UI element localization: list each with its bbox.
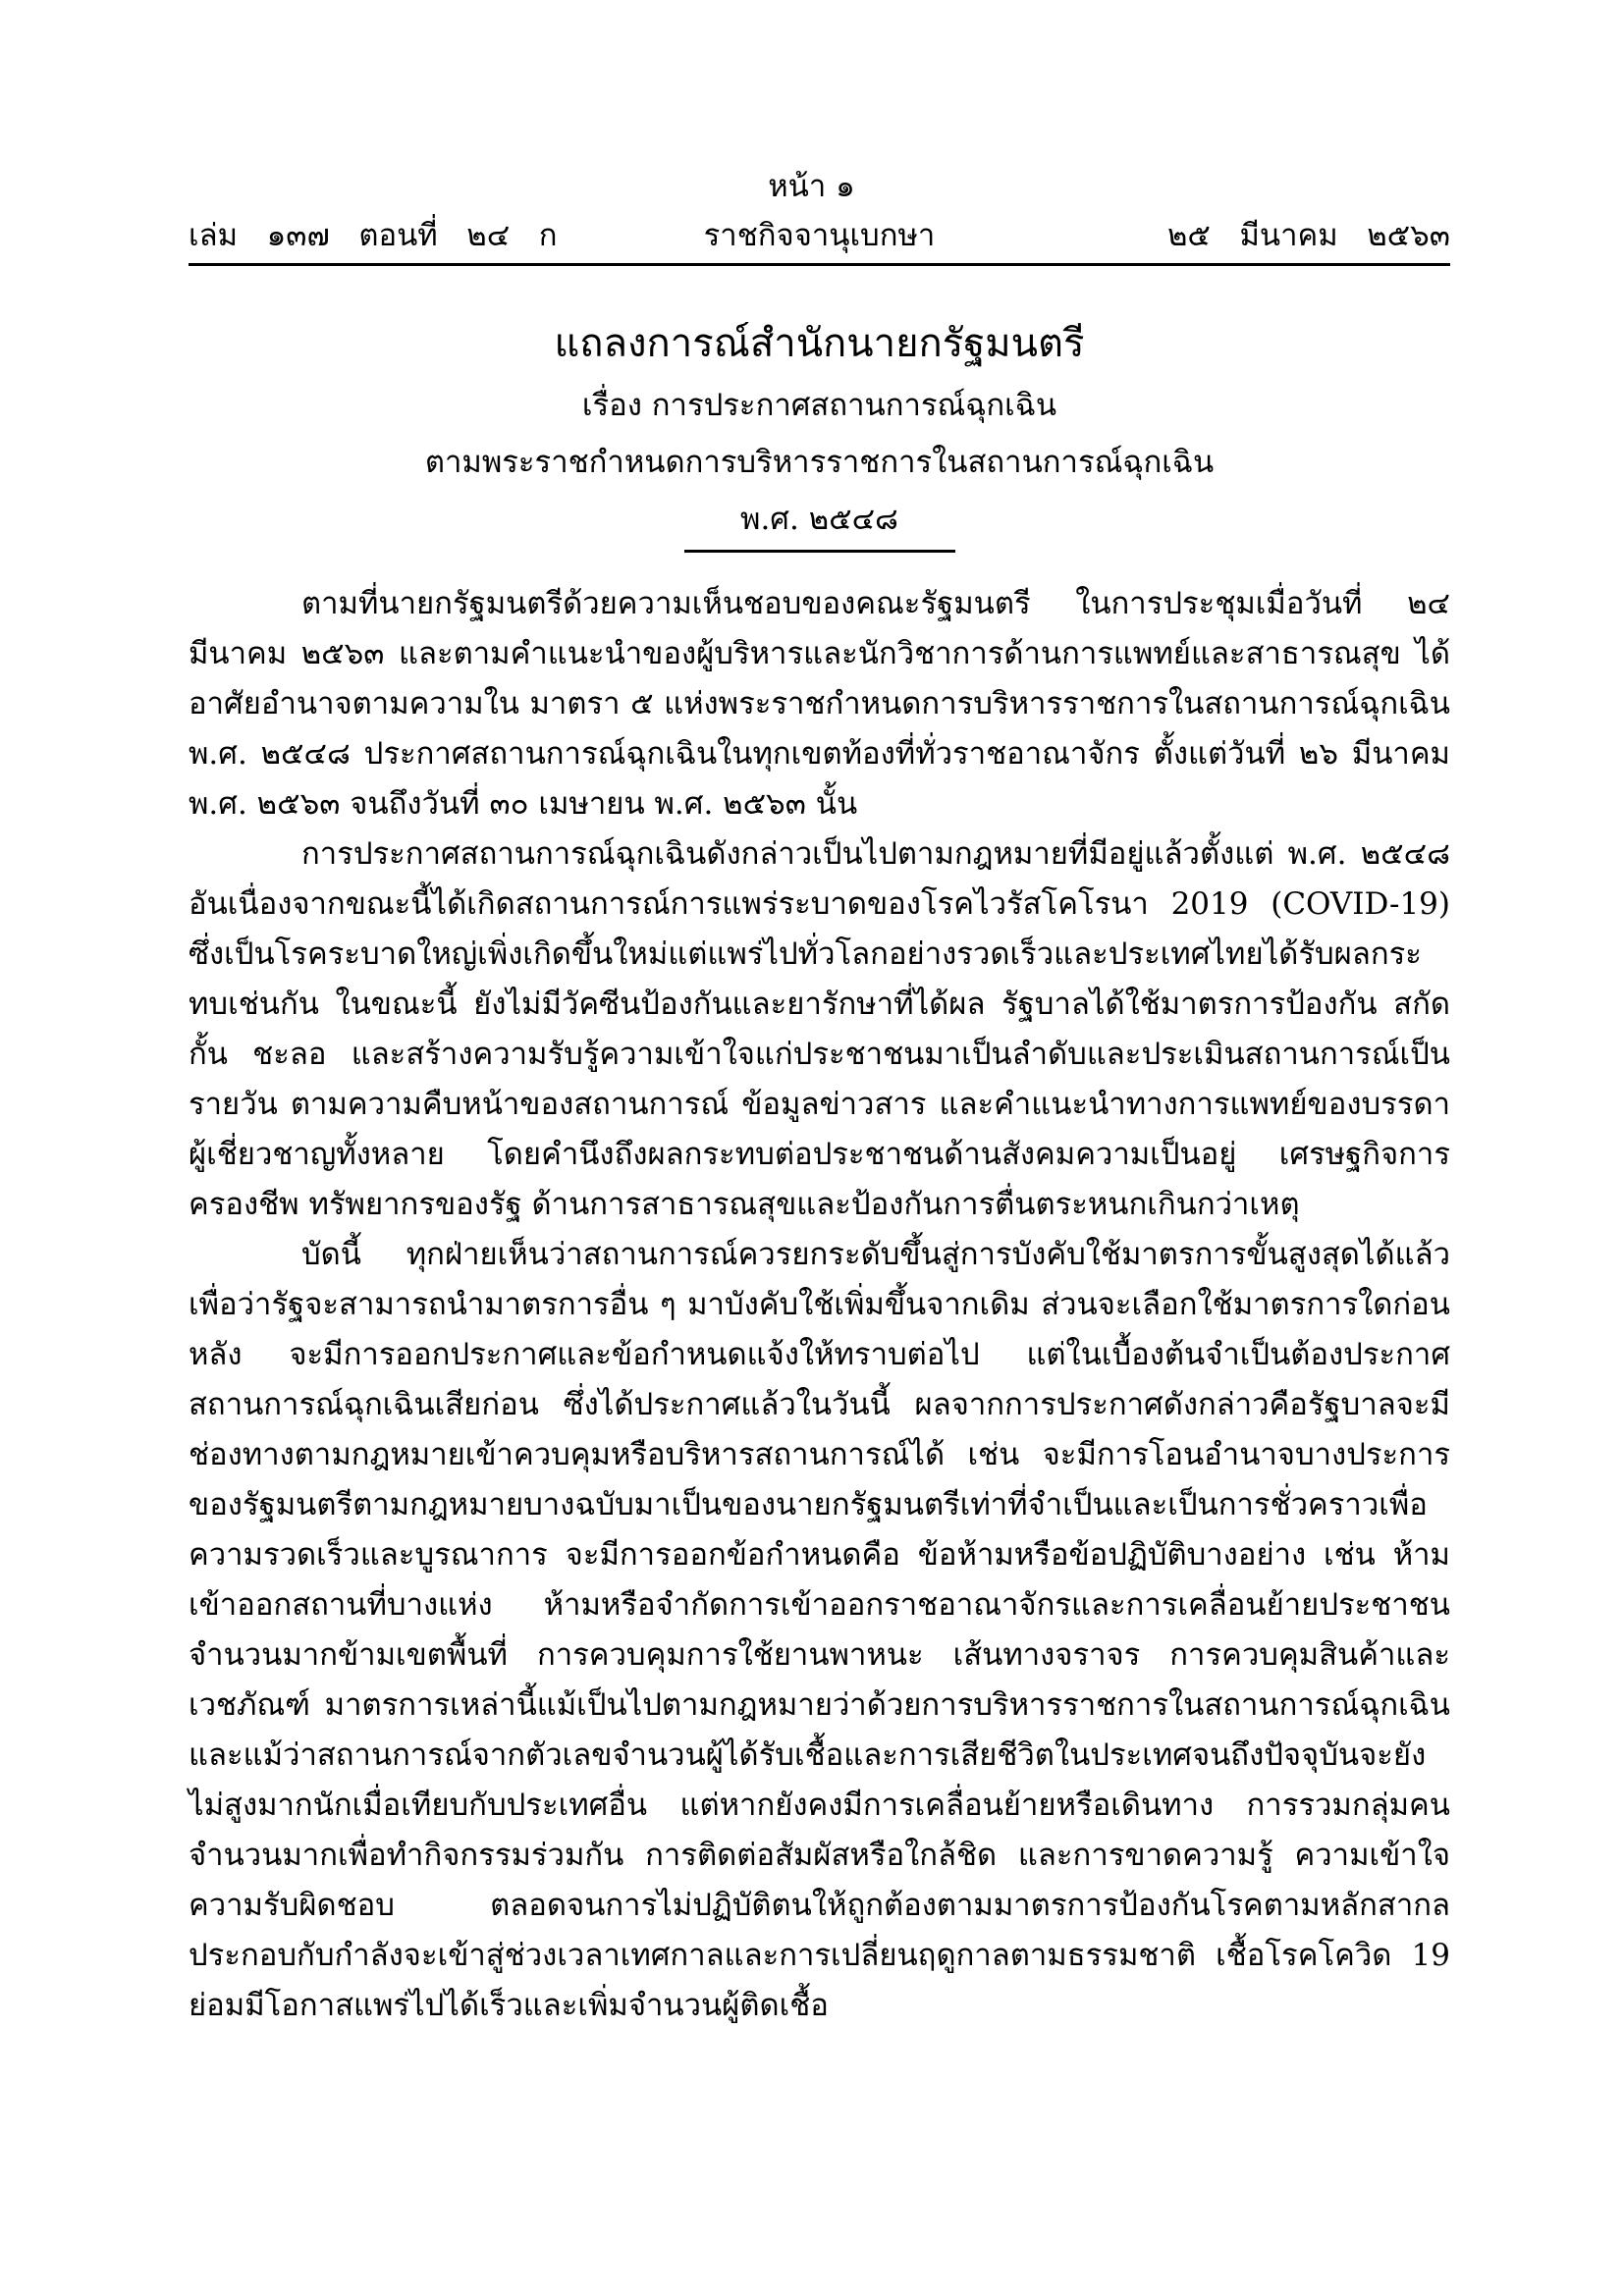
volume-issue: เล่ม ๑๓๗ ตอนที่ ๒๔ ก [189,218,558,253]
document-act: ตามพระราชกำหนดการบริหารราชการในสถานการณ์ฉุกเฉิน [424,445,1215,480]
gazette-name: ราชกิจจานุเบกษา [703,218,936,253]
document-title: แถลงการณ์สำนักนายกรัฐมนตรี [554,321,1085,366]
page-number: หน้า ๑ [768,169,855,204]
gazette-header [189,214,1450,257]
document-body [189,579,1450,2031]
document-year: พ.ศ. ๒๕๔๘ [740,502,898,537]
document-title-block [189,312,1450,548]
paragraph-1: ตามที่นายกรัฐมนตรีด้วยความเห็นชอบของคณะรัฐมนตรี ในการประชุมเมื่อวันที่ ๒๔ มีนาคม ๒๕๖๓ และตามคำแนะนำของผู้บริหารและนักวิชาการด้านการแพทย์และสาธารณสุข ได้อาศัยอำนาจตามความใน มาตรา ๕ แห่งพระราชกำหนดการบริหารราชการในสถานการณ์ฉุกเฉิน พ.ศ. ๒๕๔๘ ประกาศสถานการณ์ฉุกเฉินในทุกเขตท้องที่ทั่วราชอาณาจักร ตั้งแต่วันที่ ๒๖ มีนาคม พ.ศ. ๒๕๖๓ จนถึงวันที่ ๓๐ เมษายน พ.ศ. ๒๕๖๓ นั้น [189,586,1450,822]
paragraph-2: การประกาศสถานการณ์ฉุกเฉินดังกล่าวเป็นไปตามกฎหมายที่มีอยู่แล้วตั้งแต่ พ.ศ. ๒๕๔๘ อันเนื่องจากขณะนี้ได้เกิดสถานการณ์การแพร่ระบาดของโรคไวรัสโคโรนา 2019 (COVID-19) ซึ่งเป็นโรคระบาดใหญ่เพิ่งเกิดขึ้นใหม่แต่แพร่ไปทั่วโลกอย่างรวดเร็วและประเทศไทยได้รับผลกระทบเช่นกัน ในขณะนี้ ยังไม่มีวัคซีนป้องกันและยารักษาที่ได้ผล รัฐบาลได้ใช้มาตรการป้องกัน สกัดกั้น ชะลอ และสร้างความรับรู้ความเข้าใจแก่ประชาชนมาเป็นลำดับและประเมินสถานการณ์เป็นรายวัน ตามความคืบหน้าของสถานการณ์ ข้อมูลข่าวสาร และคำแนะนำทางการแพทย์ของบรรดาผู้เชี่ยวชาญทั้งหลาย โดยคำนึงถึงผลกระทบต่อประชาชนด้านสังคมความเป็นอยู่ เศรษฐกิจการครองชีพ ทรัพยากรของรัฐ ด้านการสาธารณสุขและป้องกันการตื่นตระหนกเกินกว่าเหตุ [189,836,1450,1222]
title-divider [684,550,955,553]
header-divider [189,263,1450,266]
document-subject: เรื่อง การประกาศสถานการณ์ฉุกเฉิน [581,388,1057,423]
paragraph-3: บัดนี้ ทุกฝ่ายเห็นว่าสถานการณ์ควรยกระดับขึ้นสู่การบังคับใช้มาตรการขั้นสูงสุดได้แล้ว เพื่อว่ารัฐจะสามารถนำมาตรการอื่น ๆ มาบังคับใช้เพิ่มขึ้นจากเดิม ส่วนจะเลือกใช้มาตรการใดก่อนหลัง จะมีการออกประกาศและข้อกำหนดแจ้งให้ทราบต่อไป แต่ในเบื้องต้นจำเป็นต้องประกาศสถานการณ์ฉุกเฉินเสียก่อน ซึ่งได้ประกาศแล้วในวันนี้ ผลจากการประกาศดังกล่าวคือรัฐบาลจะมีช่องทางตามกฎหมายเข้าควบคุมหรือบริหารสถานการณ์ได้ เช่น จะมีการโอนอำนาจบางประการของรัฐมนตรีตามกฎหมายบางฉบับมาเป็นของนายกรัฐมนตรีเท่าที่จำเป็นและเป็นการชั่วคราวเพื่อความรวดเร็วและบูรณาการ จะมีการออกข้อกำหนดคือ ข้อห้ามหรือข้อปฏิบัติบางอย่าง เช่น ห้ามเข้าออกสถานที่บางแห่ง ห้ามหรือจำกัดการเข้าออกราชอาณาจักรและการเคลื่อนย้ายประชาชนจำนวนมากข้ามเขตพื้นที่ การควบคุมการใช้ยานพาหนะ เส้นทางจราจร การควบคุมสินค้าและเวชภัณฑ์ มาตรการเหล่านี้แม้เป็นไปตามกฎหมายว่าด้วยการบริหารราชการในสถานการณ์ฉุกเฉิน และแม้ว่าสถานการณ์จากตัวเลขจำนวนผู้ได้รับเชื้อและการเสียชีวิตในประเทศจนถึงปัจจุบันจะยังไม่สูงมากนักเมื่อเทียบกับประเทศอื่น แต่หากยังคงมีการเคลื่อนย้ายหรือเดินทาง การรวมกลุ่มคนจำนวนมากเพื่อทำกิจกรรมร่วมกัน การติดต่อสัมผัสหรือใกล้ชิด และการขาดความรู้ ความเข้าใจ ความรับผิดชอบ ตลอดจนการไม่ปฏิบัติตนให้ถูกต้องตามมาตรการป้องกันโรคตามหลักสากล ประกอบกับกำลังจะเข้าสู่ช่วงเวลาเทศกาลและการเปลี่ยนฤดูกาลตามธรรมชาติ เชื้อโรคโควิด 19 ย่อมมีโอกาสแพร่ไปได้เร็วและเพิ่มจำนวนผู้ติดเชื้อ [189,1237,1450,2023]
publication-date: ๒๕ มีนาคม ๒๕๖๓ [1167,218,1450,253]
